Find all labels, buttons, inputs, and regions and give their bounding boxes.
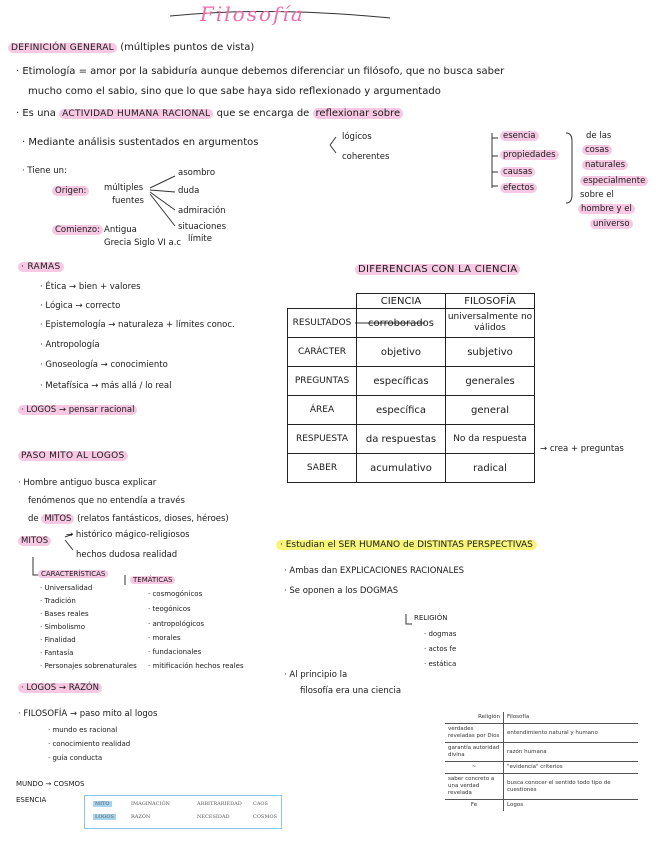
rama-item: · Antropología bbox=[40, 340, 100, 350]
esencia-label: ESENCIA bbox=[16, 796, 47, 804]
logos-line: · LOGOS → pensar racional bbox=[18, 405, 137, 416]
page-title: Filosofía bbox=[200, 2, 305, 26]
mito-heading: PASO MITO AL LOGOS bbox=[18, 450, 128, 462]
rama-item: · Gnoseología → conocimiento bbox=[40, 360, 168, 370]
table-row: CARÁCTER objetivo subjetivo bbox=[288, 338, 535, 367]
comienzo-label: Comienzo: bbox=[52, 225, 103, 236]
comienzo-value: Antigua bbox=[104, 225, 137, 235]
estudian-item: · Ambas dan EXPLICACIONES RACIONALES bbox=[284, 566, 465, 576]
reflexion-note: hombre y el bbox=[578, 204, 635, 215]
filosofia-item: · conocimiento realidad bbox=[48, 740, 131, 748]
table-corner bbox=[288, 294, 357, 309]
analisis-line: · Mediante análisis sustentados en argumentos bbox=[22, 137, 259, 148]
actividad-line bbox=[16, 108, 403, 120]
mini-row: Fe Logos bbox=[445, 800, 638, 812]
caracteristica-item: · Tradición bbox=[40, 597, 76, 605]
definicion-note: (múltiples puntos de vista) bbox=[120, 42, 255, 53]
caracteristica-item: · Finalidad bbox=[40, 636, 76, 644]
reflexion-item: propiedades bbox=[500, 150, 559, 161]
reflexionar-highlight: reflexionar sobre bbox=[313, 108, 404, 119]
tematica-item: · morales bbox=[148, 634, 181, 642]
mito-line: · Hombre antiguo busca explicar bbox=[18, 478, 157, 488]
table-header-ciencia: CIENCIA bbox=[357, 294, 446, 309]
diferencias-heading: DIFERENCIAS CON LA CIENCIA bbox=[355, 264, 520, 276]
table-row: SABER acumulativo radical bbox=[288, 454, 535, 483]
argumento-logicos: lógicos bbox=[342, 132, 372, 142]
reflexion-note: cosas bbox=[582, 145, 612, 156]
definicion-heading: DEFINICIÓN GENERAL bbox=[8, 43, 117, 53]
dogma-item: · actos fe bbox=[424, 645, 457, 653]
reflexion-note: universo bbox=[590, 219, 633, 230]
actividad-highlight: ACTIVIDAD HUMANA RACIONAL bbox=[59, 109, 213, 119]
respuesta-note: → crea + preguntas bbox=[540, 444, 624, 454]
comienzo-value: Grecia Siglo VI a.c bbox=[104, 238, 182, 248]
rama-item: · Epistemología → naturaleza + límites conoc. bbox=[40, 320, 235, 330]
etimologia-line-2: mucho como el sabio, sino que lo que sabe haya sido reflexionado y argumentado bbox=[28, 86, 441, 97]
mini-header: Religión Filosofía bbox=[445, 712, 638, 724]
tematica-item: · antropológicos bbox=[148, 620, 205, 628]
tematica-item: · mitificación hechos reales bbox=[148, 662, 244, 670]
argumento-coherentes: coherentes bbox=[342, 152, 390, 162]
mitos-item: hechos dudosa realidad bbox=[76, 550, 178, 560]
table-row: PREGUNTAS específicas generales bbox=[288, 367, 535, 396]
mito-line: fenómenos que no entendía a través bbox=[28, 496, 185, 506]
table-row: RESPUESTA da respuestas No da respuesta bbox=[288, 425, 535, 454]
mitos-label: MITOS bbox=[18, 536, 51, 547]
origen-item: situaciones bbox=[178, 222, 226, 232]
reflexion-note: especialmente bbox=[580, 176, 648, 187]
reflexion-item: esencia bbox=[500, 131, 539, 142]
reflexion-item: causas bbox=[500, 167, 535, 178]
filosofia-item: · guía conducta bbox=[48, 754, 103, 762]
mito-logos-legend: MITO IMAGINACIÓN ARBITRARIEDAD CAOS LOGOS RAZÓN NECESIDAD COSMOS bbox=[84, 795, 282, 829]
definicion-heading-row bbox=[8, 42, 254, 54]
table-row: RESULTADOS corroborados universalmente no válidos bbox=[288, 309, 535, 338]
origen-item: asombro bbox=[178, 168, 216, 178]
origen-fuentes: múltiples bbox=[104, 183, 144, 193]
religion-filosofia-table bbox=[445, 712, 638, 811]
actividad-pre: · Es una bbox=[16, 108, 56, 119]
origen-item: admiración bbox=[178, 206, 226, 216]
table-header-filosofia: FILOSOFÍA bbox=[446, 294, 535, 309]
origen-item: límite bbox=[188, 234, 212, 244]
origen-label: Origen: bbox=[52, 186, 89, 197]
religion-label: RELIGIÓN bbox=[414, 614, 448, 622]
rama-item: · Lógica → correcto bbox=[40, 301, 121, 311]
mundo-cosmos: MUNDO → COSMOS bbox=[16, 780, 85, 788]
origen-fuentes: fuentes bbox=[112, 196, 144, 206]
tematicas-label: TEMÁTICAS bbox=[130, 576, 175, 584]
tematica-item: · cosmogónicos bbox=[148, 590, 203, 598]
caracteristica-item: · Simbolismo bbox=[40, 623, 86, 631]
diferencias-table bbox=[287, 293, 535, 483]
caracteristica-item: · Bases reales bbox=[40, 610, 89, 618]
origen-item: duda bbox=[178, 186, 200, 196]
ramas-heading: · RAMAS bbox=[18, 261, 64, 273]
tiene-label: · Tiene un: bbox=[22, 166, 67, 176]
principio-line: · Al principio la bbox=[284, 670, 348, 680]
reflexion-note: sobre el bbox=[580, 190, 614, 200]
table-row: ÁREA específica general bbox=[288, 396, 535, 425]
filosofia-paso: · FILOSOFÍA → paso mito al logos bbox=[18, 709, 158, 719]
etimologia-line-1: · Etimología = amor por la sabiduría aunque debemos diferenciar un filósofo, que no busca saber bbox=[16, 66, 505, 77]
estudian-heading: · Estudian el SER HUMANO de DISTINTAS PERSPECTIVAS bbox=[276, 540, 537, 551]
rama-item: · Ética → bien + valores bbox=[40, 282, 141, 292]
mito-line: de MITOS (relatos fantásticos, dioses, héroes) bbox=[28, 514, 229, 524]
mini-row: ~ "evidencia" criterios bbox=[445, 762, 638, 774]
actividad-mid: que se encarga de bbox=[216, 108, 310, 119]
dogma-item: · estática bbox=[424, 660, 457, 668]
tematica-item: · teogónicos bbox=[148, 605, 191, 613]
caracteristica-item: · Universalidad bbox=[40, 584, 93, 592]
principio-line: filosofía era una ciencia bbox=[300, 686, 402, 696]
rama-item: · Metafísica → más allá / lo real bbox=[40, 381, 172, 391]
dogma-item: · dogmas bbox=[424, 630, 457, 638]
mini-row: garantía autoridad divina razón humana bbox=[445, 743, 638, 762]
estudian-item: · Se oponen a los DOGMAS bbox=[284, 586, 399, 596]
filosofia-item: · mundo es racional bbox=[48, 726, 118, 734]
caracteristicas-label: CARACTERÍSTICAS bbox=[38, 570, 108, 578]
mini-row: verdades reveladas por Dios entendimiento natural y humano bbox=[445, 724, 638, 743]
mini-row: saber concreto a una verdad revelada busca conocer el sentido todo tipo de cuestiones bbox=[445, 774, 638, 800]
tematica-item: · fundacionales bbox=[148, 648, 202, 656]
reflexion-note: naturales bbox=[582, 160, 628, 171]
caracteristica-item: · Fantasía bbox=[40, 649, 74, 657]
mitos-item: → histórico mágico-religiosos bbox=[66, 530, 190, 540]
caracteristica-item: · Personajes sobrenaturales bbox=[40, 662, 137, 670]
reflexion-note: de las bbox=[586, 131, 612, 141]
logos-razon: · LOGOS → RAZÓN bbox=[18, 683, 102, 694]
reflexion-item: efectos bbox=[500, 183, 537, 194]
